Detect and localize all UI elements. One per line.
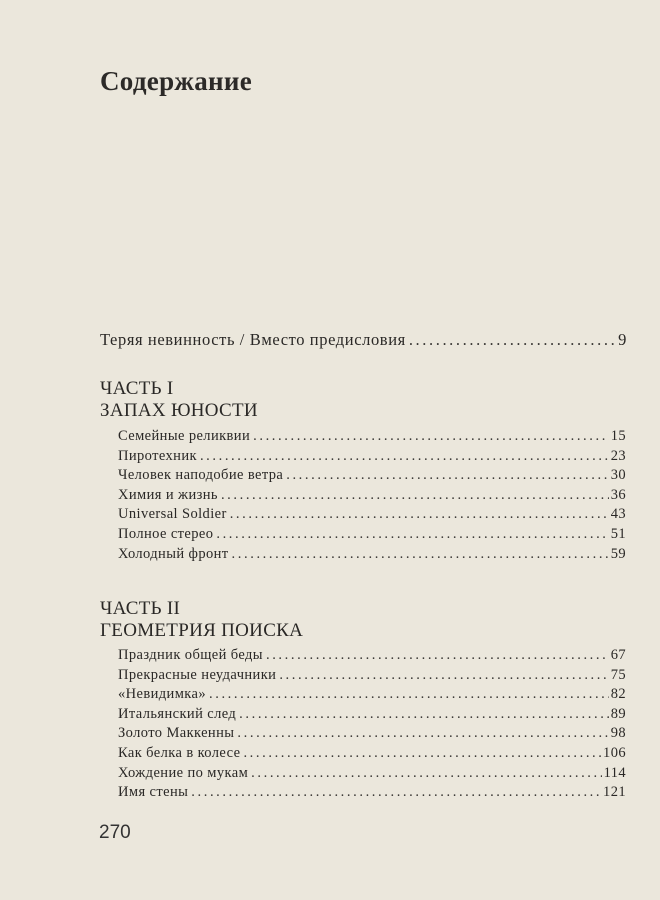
dot-leader [232,546,609,563]
toc-entry-page: 67 [610,647,626,663]
toc-entry [118,526,626,545]
part-number: ЧАСТЬ I [100,378,174,399]
toc-entry-page: 9 [618,330,627,349]
toc-entry [118,467,626,486]
toc-entry [118,745,626,764]
toc-entry [118,686,626,705]
toc-entry-intro [100,330,627,350]
toc-entry-page: 106 [603,745,626,761]
dot-leader [200,448,609,465]
dot-leader [239,706,609,723]
toc-entry-label: Имя стены [118,784,189,801]
toc-entry [118,428,626,447]
toc-entry-page: 23 [610,447,626,464]
toc-entry-page: 121 [603,784,626,801]
page-title: Содержание [100,66,253,96]
toc-entry-label: Полное стерео [118,526,214,542]
toc-entry [118,487,626,506]
toc-entry-label: Как белка в колесе [118,745,241,761]
toc-entry [118,506,626,525]
dot-leader [230,506,609,523]
toc-entry-label: Химия и жизнь [118,486,218,503]
toc-entry-label: «Невидимка» [118,686,206,703]
dot-leader [279,667,608,684]
page-number: 270 [99,822,131,843]
toc-entry-page: 36 [610,486,626,503]
toc-entry-label: Человек наподобие ветра [118,467,284,484]
toc-entry [118,784,626,803]
toc-entry-page: 114 [603,764,626,781]
toc-entry-page: 43 [610,506,626,523]
toc-entry-label: Итальянский след [118,705,237,722]
toc-entry-page: 15 [610,428,626,444]
part-name: ЗАПАХ ЮНОСТИ [100,400,258,421]
toc-entry [118,448,626,467]
part-name: ГЕОМЕТРИЯ ПОИСКА [100,620,304,641]
dot-leader [191,784,601,801]
toc-entry-label: Теряя невинность / Вместо предисловия [100,330,406,349]
dot-leader [409,330,616,350]
toc-entry-label: Праздник общей беды [118,647,263,663]
toc-entry [118,647,626,666]
dot-leader [251,765,601,782]
toc-entry-page: 30 [610,467,626,484]
part-heading [100,378,258,422]
part-number: ЧАСТЬ II [100,598,181,619]
dot-leader [237,725,608,742]
dot-leader [253,428,609,445]
toc-entry-label: Хождение по мукам [118,764,249,781]
toc-entry-page: 89 [610,705,626,722]
toc-entry [118,725,626,744]
toc-entry-page: 98 [610,725,626,742]
toc-entry-label: Universal Soldier [118,506,227,523]
toc-entry [118,546,626,565]
toc-entry [118,667,626,686]
toc-entry-label: Пиротехник [118,447,197,464]
dot-leader [209,686,609,703]
toc-entry-label: Золото Маккенны [118,725,235,742]
toc-entry-label: Холодный фронт [118,545,229,562]
part-heading [100,598,303,642]
dot-leader [243,745,601,762]
toc-entry-label: Прекрасные неудачники [118,666,277,683]
toc-entry-page: 75 [610,666,626,683]
toc-entry-page: 59 [610,545,626,562]
dot-leader [216,526,608,543]
toc-entry [118,706,626,725]
toc-entry-label: Семейные реликвии [118,428,251,444]
toc-entry-page: 82 [610,686,626,703]
dot-leader [286,467,608,484]
toc-entry [118,765,626,784]
dot-leader [221,487,609,504]
toc-entry-page: 51 [610,526,626,542]
dot-leader [266,647,609,664]
